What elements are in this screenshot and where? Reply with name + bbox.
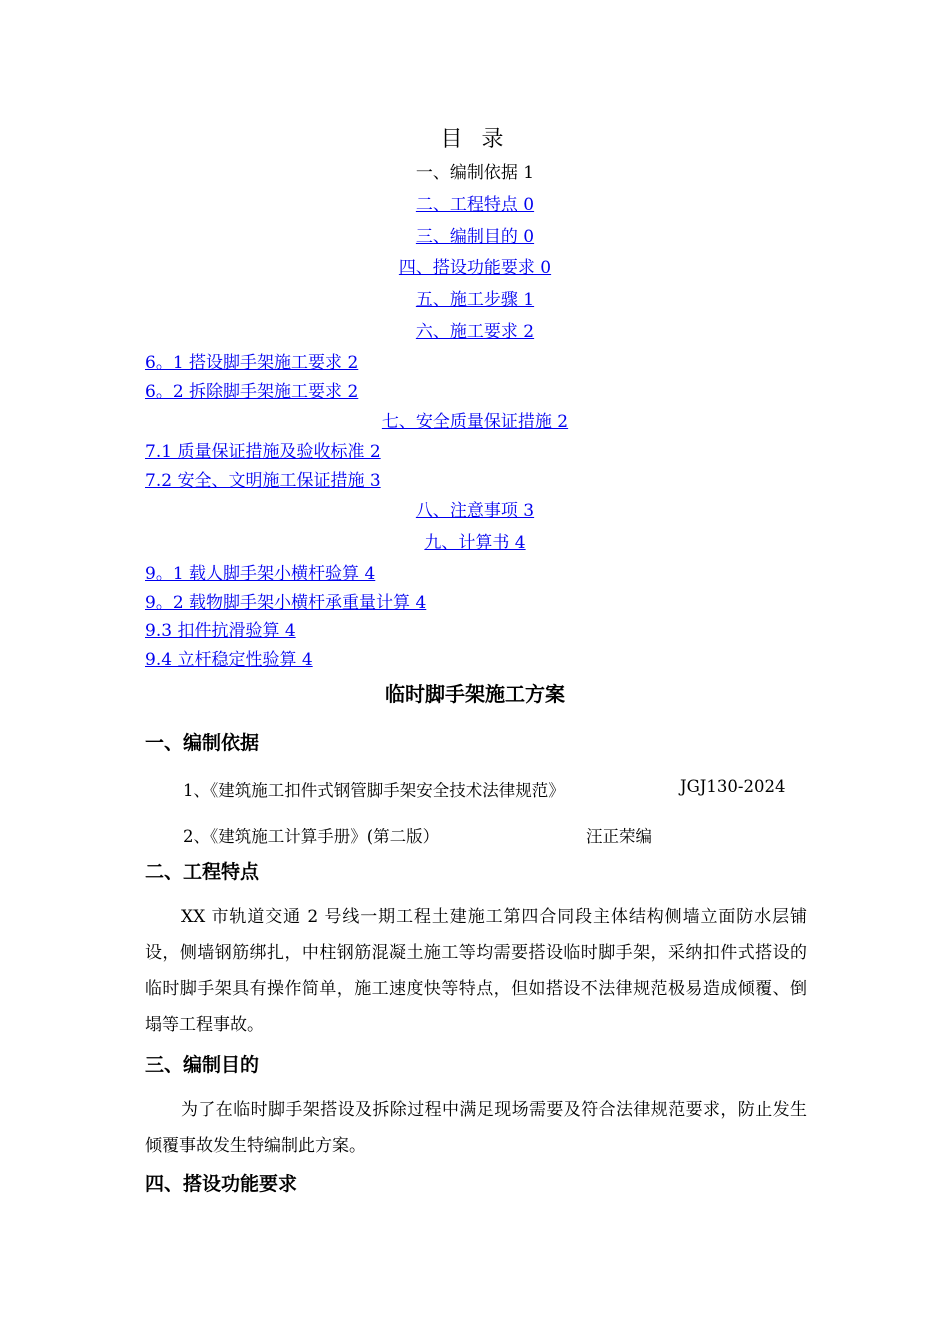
document-title: 临时脚手架施工方案 [385,682,565,706]
reference-title: 2、《建筑施工计算手册》(第二版） [183,827,440,846]
toc-link-section-7-2[interactable]: 7.2 安全、文明施工保证措施 3 [145,471,381,491]
toc-link-section-1[interactable]: 一、编制依据 1 [415,163,535,183]
toc-link-section-6-1[interactable]: 6。1 搭设脚手架施工要求 2 [145,353,359,373]
section-heading-basis: 一、编制依据 [145,732,260,754]
toc-link-section-9-1[interactable]: 9。1 载人脚手架小横杆验算 4 [145,564,376,584]
toc-link-section-6-2[interactable]: 6。2 拆除脚手架施工要求 2 [145,382,359,402]
toc-link-section-2[interactable]: 二、工程特点 0 [415,195,535,215]
toc-link-section-8[interactable]: 八、注意事项 3 [415,501,535,521]
reference-item [183,823,652,847]
toc-link-section-4[interactable]: 四、搭设功能要求 0 [398,258,552,278]
toc-link-section-9-4[interactable]: 9.4 立杆稳定性验算 4 [145,650,313,670]
section-heading-requirements: 四、搭设功能要求 [145,1173,298,1195]
reference-item [183,777,786,801]
features-paragraph: XX 市轨道交通 2 号线一期工程土建施工第四合同段主体结构侧墙立面防水层铺设，侧墙钢筋绑扎，中柱钢筋混凝土施工等均需要搭设临时脚手架，采纳扣件式搭设的临时脚手架具有操作简单，施工速度快等特点，但如搭设不法律规范极易造成倾覆、倒塌等工程事故。 [145,907,807,1035]
section-heading-purpose: 三、编制目的 [145,1054,260,1076]
toc-link-section-9-2[interactable]: 9。2 载物脚手架小横杆承重量计算 4 [145,593,427,613]
toc-link-section-9[interactable]: 九、计算书 4 [424,533,526,553]
toc-link-section-3[interactable]: 三、编制目的 0 [415,227,535,247]
purpose-paragraph: 为了在临时脚手架搭设及拆除过程中满足现场需要及符合法律规范要求，防止发生倾覆事故发生特编制此方案。 [145,1100,807,1156]
reference-title: 1、《建筑施工扣件式钢管脚手架安全技术法律规范》 [183,781,565,800]
section-heading-features: 二、工程特点 [145,861,260,883]
toc-link-section-9-3[interactable]: 9.3 扣件抗滑验算 4 [145,621,296,641]
toc-link-section-6[interactable]: 六、施工要求 2 [415,322,535,342]
toc-link-section-5[interactable]: 五、施工步骤 1 [415,290,535,310]
toc-title: 目 录 [440,127,510,152]
reference-code: JGJ130-2024 [680,777,786,796]
toc-link-section-7[interactable]: 七、安全质量保证措施 2 [381,412,569,432]
toc-link-section-7-1[interactable]: 7.1 质量保证措施及验收标准 2 [145,442,381,462]
reference-author: 汪正荣编 [586,827,652,846]
